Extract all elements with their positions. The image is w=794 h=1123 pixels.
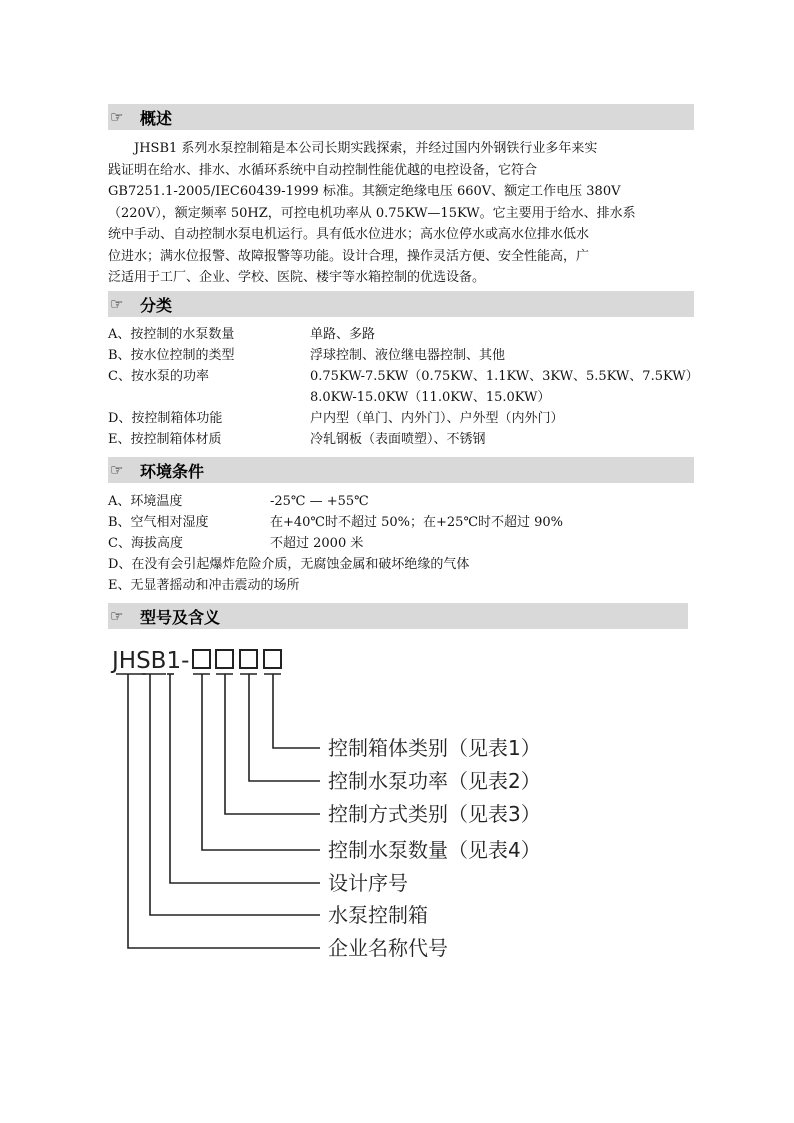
- section-header-overview: [108, 104, 694, 130]
- code-box: [216, 650, 233, 668]
- item-label: C、海拔高度: [108, 536, 183, 551]
- code-box: [240, 650, 257, 668]
- section-title: 概述: [140, 108, 173, 128]
- paragraph-line: 位进水；满水位报警、故障报警等功能。设计合理，操作灵活方便、安全性能高，广: [108, 248, 590, 264]
- code-box: [264, 650, 281, 668]
- list-item: [108, 575, 563, 596]
- environment-list: [108, 491, 563, 596]
- item-label: B、按水位控制的类型: [108, 348, 235, 363]
- paragraph-line: 统中手动、自动控制水泵电机运行。具有低水位进水；高水位停水或高水位排水低水: [108, 227, 590, 242]
- item-label: C、按水泵的功率: [108, 369, 209, 384]
- paragraph-line: 践证明在给水、排水、水循环系统中自动控制性能优越的电控设备，它符合: [108, 162, 538, 178]
- section-header-environment: [108, 457, 694, 483]
- leader-lines: [116, 674, 320, 948]
- item-label: E、按控制箱体材质: [108, 432, 222, 447]
- list-item: [108, 387, 699, 408]
- paragraph-line: JHSB1 系列水泵控制箱是本公司长期实践探索，并经过国内外钢铁行业多年来实: [134, 141, 598, 156]
- item-value: 8.0KW-15.0KW（11.0KW、15.0KW）: [310, 390, 551, 405]
- list-item: [108, 512, 563, 533]
- label-control-method: 控制方式类别（见表3）: [328, 802, 541, 826]
- section-header-classification: [108, 291, 694, 317]
- list-item: [108, 366, 699, 387]
- code-box: [193, 650, 210, 668]
- list-item: [108, 491, 563, 512]
- item-value: 0.75KW-7.5KW（0.75KW、1.1KW、3KW、5.5KW、7.5KW）: [310, 369, 699, 384]
- paragraph-line: 泛适用于工厂、企业、学校、医院、楼宇等水箱控制的优选设备。: [108, 270, 486, 285]
- paragraph-line: （220V），额定频率 50HZ，可控电机功率从 0.75KW—15KW。它主要用于给水、排水系: [108, 205, 636, 221]
- item-label: B、空气相对湿度: [108, 515, 209, 530]
- label-company-code: 企业名称代号: [328, 936, 448, 960]
- list-item: [108, 533, 563, 554]
- pointing-hand-icon: ☞: [110, 606, 124, 625]
- item-value: 冷轧钢板（表面喷塑）、不锈钢: [310, 432, 486, 447]
- overview-paragraph: [108, 138, 694, 289]
- item-label: [108, 387, 310, 408]
- label-pump-control-box: 水泵控制箱: [328, 903, 428, 927]
- item-value: 在+40℃时不超过 50%；在+25℃时不超过 90%: [270, 515, 564, 530]
- list-item: [108, 408, 699, 429]
- model-diagram-svg: [110, 640, 610, 970]
- list-item: [108, 324, 699, 345]
- section-title: 环境条件: [140, 461, 205, 481]
- item-value: 户内型（单门、内外门）、户外型（内外门）: [310, 411, 564, 426]
- model-code-prefix: JHSB1-: [112, 648, 190, 674]
- list-item: [108, 554, 563, 575]
- list-item: [108, 345, 699, 366]
- item-value: 单路、多路: [310, 327, 376, 342]
- section-title: 型号及含义: [140, 607, 221, 627]
- classification-list: [108, 324, 699, 450]
- item-label: D、在没有会引起爆炸危险介质，无腐蚀金属和破坏绝缘的气体: [108, 557, 470, 572]
- label-pump-count: 控制水泵数量（见表4）: [328, 838, 541, 862]
- model-code-diagram: [110, 640, 610, 970]
- pointing-hand-icon: ☞: [110, 294, 124, 313]
- pointing-hand-icon: ☞: [110, 460, 124, 479]
- section-title: 分类: [140, 295, 173, 315]
- item-label: A、环境温度: [108, 494, 183, 509]
- label-design-serial: 设计序号: [328, 871, 408, 895]
- item-label: E、无显著摇动和冲击震动的场所: [108, 578, 300, 593]
- item-value: -25℃ — +55℃: [270, 494, 369, 509]
- pointing-hand-icon: ☞: [110, 107, 124, 126]
- list-item: [108, 429, 699, 450]
- section-header-model: [108, 603, 688, 629]
- paragraph-line: GB7251.1-2005/IEC60439-1999 标准。其额定绝缘电压 660V、额定工作电压 380V: [108, 184, 621, 199]
- item-value: 浮球控制、液位继电器控制、其他: [310, 348, 506, 363]
- item-label: A、按控制的水泵数量: [108, 327, 235, 342]
- label-pump-power: 控制水泵功率（见表2）: [328, 769, 541, 793]
- item-value: 不超过 2000 米: [270, 536, 364, 551]
- item-label: D、按控制箱体功能: [108, 411, 223, 426]
- label-cabinet-type: 控制箱体类别（见表1）: [328, 736, 541, 760]
